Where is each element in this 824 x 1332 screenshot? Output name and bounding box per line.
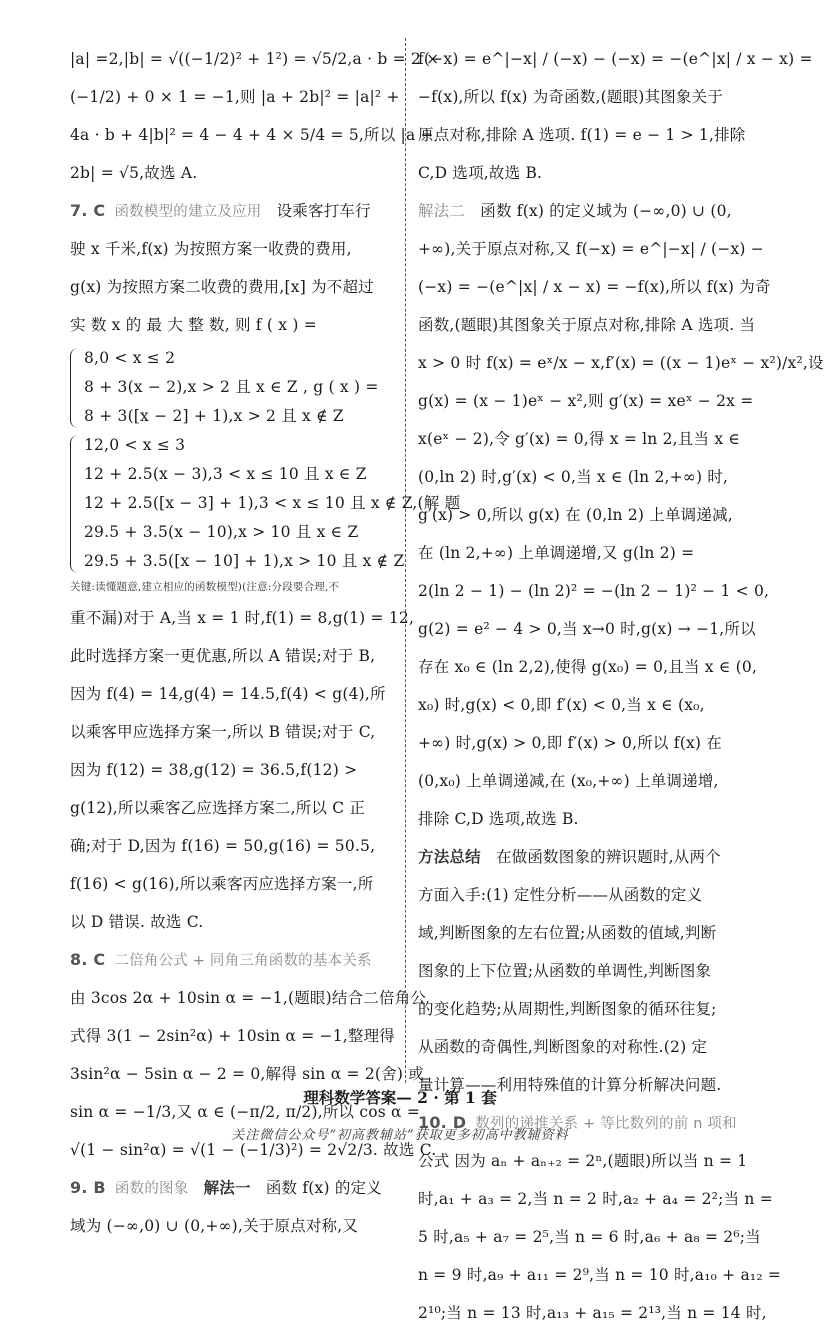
question-number: 10. D xyxy=(418,1113,467,1132)
text-line: (0,x₀) 上单调递减,在 (x₀,+∞) 上单调递增, xyxy=(418,772,719,790)
text-line: 从函数的奇偶性,判断图象的对称性.(2) 定 xyxy=(418,1038,708,1056)
text-line: −f(x),所以 f(x) 为奇函数,(题眼)其图象关于 xyxy=(418,88,724,106)
text-line: 函数 f(x) 的定义 xyxy=(265,1179,382,1197)
case-line: 12,0 < x ≤ 3 xyxy=(84,436,186,454)
text-line: |a| =2,|b| = √((−1/2)² + 1²) = √5/2,a · b = 2 × xyxy=(70,50,440,68)
text-line: (−x) = −(e^|x| / x − x) = −f(x),所以 f(x) 为奇 xyxy=(418,278,771,296)
text-line: g(x) 为按照方案二收费的费用,[x] 为不超过 xyxy=(70,278,374,296)
text-line: C,D 选项,故选 B. xyxy=(418,164,543,182)
text-line: (0,ln 2) 时,g′(x) < 0,当 x ∈ (ln 2,+∞) 时, xyxy=(418,468,729,486)
page-footer-note: 关注微信公众号“初高教辅站”获取更多初高中教辅资料 xyxy=(231,1128,569,1143)
column-divider xyxy=(405,38,406,1083)
text-line: 函数 f(x) 的定义域为 (−∞,0) ∪ (0, xyxy=(480,202,732,220)
text-line: 式得 3(1 − 2sin²α) + 10sin α = −1,整理得 xyxy=(70,1027,395,1045)
case-line: 8,0 < x ≤ 2 xyxy=(84,349,176,367)
question-8-header xyxy=(70,941,396,979)
question-9-header xyxy=(70,1169,396,1207)
question-topic: 函数模型的建立及应用 xyxy=(114,204,262,220)
text-line: 实 数 x 的 最 大 整 数, 则 f ( x ) = xyxy=(70,316,317,334)
text-line: 此时选择方案一更优惠,所以 A 错误;对于 B, xyxy=(70,647,376,665)
question-topic: 函数的图象 xyxy=(114,1181,189,1197)
case-line: 8 + 3([x − 2] + 1),x > 2 且 x ∉ Z xyxy=(84,407,344,425)
text-line: 确;对于 D,因为 f(16) = 50,g(16) = 50.5, xyxy=(70,837,376,855)
text-line: x₀) 时,g(x) < 0,即 f′(x) < 0,当 x ∈ (x₀, xyxy=(418,696,705,714)
text-line: 排除 C,D 选项,故选 B. xyxy=(418,810,579,828)
method-label: 解法一 xyxy=(203,1179,251,1197)
question-topic: 二倍角公式 + 同角三角函数的基本关系 xyxy=(114,953,372,969)
text-line: 4a · b + 4|b|² = 4 − 4 + 4 × 5/4 = 5,所以 |a + xyxy=(70,126,434,144)
summary-label: 方法总结 xyxy=(418,848,481,866)
annotation-note: 关键:读懂题意,建立相应的函数模型)(注意:分段要合理,不 xyxy=(70,581,340,593)
text-line: n = 9 时,a₉ + a₁₁ = 2⁹,当 n = 10 时,a₁₀ + a₁₂ = xyxy=(418,1266,782,1284)
question-topic: 数列的递推关系 + 等比数列的前 n 项和 xyxy=(475,1116,737,1132)
brace-icon xyxy=(70,435,78,573)
text-line: 2b| = √5,故选 A. xyxy=(70,164,198,182)
case-line: 29.5 + 3.5([x − 10] + 1),x > 10 且 x ∉ Z xyxy=(84,552,405,570)
method-2-header xyxy=(418,192,736,230)
text-line: (−1/2) + 0 × 1 = −1,则 |a + 2b|² = |a|² + xyxy=(70,88,400,106)
text-line: g(12),所以乘客乙应选择方案二,所以 C 正 xyxy=(70,799,366,817)
text-line: 由 3cos 2α + 10sin α = −1,(题眼)结合二倍角公 xyxy=(70,989,427,1007)
text-line: 的变化趋势;从周期性,判断图象的循环往复; xyxy=(418,1000,717,1018)
g-piecewise xyxy=(70,431,461,576)
case-line: 12 + 2.5([x − 3] + 1),3 < x ≤ 10 且 x ∉ Z,(解 题 xyxy=(84,494,461,512)
text-line: x > 0 时 f(x) = eˣ/x − x,f′(x) = ((x − 1)eˣ − x²)/x²,设 xyxy=(418,354,824,372)
question-number: 7. C xyxy=(70,201,106,220)
case-line: 29.5 + 3.5(x − 10),x > 10 且 x ∈ Z xyxy=(84,523,359,541)
text-line: 2¹⁰;当 n = 13 时,a₁₃ + a₁₅ = 2¹³,当 n = 14 时, xyxy=(418,1304,767,1322)
text-line: f(16) < g(16),所以乘客丙应选择方案一,所 xyxy=(70,875,374,893)
text-line: g(x) = (x − 1)eˣ − x²,则 g′(x) = xeˣ − 2x = xyxy=(418,392,754,410)
text-line: g′(x) > 0,所以 g(x) 在 (0,ln 2) 上单调递减, xyxy=(418,506,733,524)
text-line: g(2) = e² − 4 > 0,当 x→0 时,g(x) → −1,所以 xyxy=(418,620,756,638)
question-number: 9. B xyxy=(70,1178,106,1197)
text-line: +∞) 时,g(x) > 0,即 f′(x) > 0,所以 f(x) 在 xyxy=(418,734,722,752)
page-footer-title: 理科数学答案— 2 · 第 1 套 xyxy=(303,1088,497,1107)
text-line: √(1 − sin²α) = √(1 − (−1/3)²) = 2√2/3. 故选 C. xyxy=(70,1141,437,1159)
text-line: f(−x) = e^|−x| / (−x) − (−x) = −(e^|x| / x − x) = xyxy=(418,50,813,68)
text-line: 以乘客甲应选择方案一,所以 B 错误;对于 C, xyxy=(70,723,376,741)
question-number: 8. C xyxy=(70,950,106,969)
text-line: 存在 x₀ ∈ (ln 2,2),使得 g(x₀) = 0,且当 x ∈ (0, xyxy=(418,658,758,676)
text-line: 量计算——利用特殊值的计算分析解决问题. xyxy=(418,1076,722,1094)
case-line: 12 + 2.5(x − 3),3 < x ≤ 10 且 x ∈ Z xyxy=(84,465,367,483)
text-line: 因为 f(12) = 38,g(12) = 36.5,f(12) > xyxy=(70,761,358,779)
text-line: 重不漏)对于 A,当 x = 1 时,f(1) = 8,g(1) = 12, xyxy=(70,609,415,627)
text-line: 时,a₁ + a₃ = 2,当 n = 2 时,a₂ + a₄ = 2²;当 n = xyxy=(418,1190,773,1208)
text-line: 图象的上下位置;从函数的单调性,判断图象 xyxy=(418,962,712,980)
text-line: 设乘客打车行 xyxy=(276,202,371,220)
text-line: 公式 因为 aₙ + aₙ₊₂ = 2ⁿ,(题眼)所以当 n = 1 xyxy=(418,1152,748,1170)
brace-icon xyxy=(70,348,78,428)
text-line: 3sin²α − 5sin α − 2 = 0,解得 sin α = 2(舍) 或 xyxy=(70,1065,424,1083)
text-line: 域为 (−∞,0) ∪ (0,+∞),关于原点对称,又 xyxy=(70,1217,359,1235)
text-line: 在做函数图象的辨识题时,从两个 xyxy=(495,848,721,866)
text-line: 2(ln 2 − 1) − (ln 2)² = −(ln 2 − 1)² − 1 < 0, xyxy=(418,582,770,600)
text-line: 以 D 错误. 故选 C. xyxy=(70,913,204,931)
text-line: 函数,(题眼)其图象关于原点对称,排除 A 选项. 当 xyxy=(418,316,756,334)
text-line: 方面入手:(1) 定性分析——从函数的定义 xyxy=(418,886,703,904)
text-line: 域,判断图象的左右位置;从函数的值域,判断 xyxy=(418,924,717,942)
text-line: 5 时,a₅ + a₇ = 2⁵,当 n = 6 时,a₆ + a₈ = 2⁶;当 xyxy=(418,1228,761,1246)
f-piecewise xyxy=(70,344,396,431)
method-label: 解法二 xyxy=(418,202,466,220)
text-line: 在 (ln 2,+∞) 上单调递增,又 g(ln 2) = xyxy=(418,544,695,562)
question-7-header xyxy=(70,192,396,230)
text-line: x(eˣ − 2),令 g′(x) = 0,得 x = ln 2,且当 x ∈ xyxy=(418,430,741,448)
case-line: 8 + 3(x − 2),x > 2 且 x ∈ Z , g ( x ) = xyxy=(84,378,379,396)
summary-header xyxy=(418,838,736,876)
text-line: 驶 x 千米,f(x) 为按照方案一收费的费用, xyxy=(70,240,352,258)
text-line: sin α = −1/3,又 α ∈ (−π/2, π/2),所以 cos α = xyxy=(70,1103,421,1121)
text-line: 原点对称,排除 A 选项. f(1) = e − 1 > 1,排除 xyxy=(418,126,746,144)
text-line: +∞),关于原点对称,又 f(−x) = e^|−x| / (−x) − xyxy=(418,240,764,258)
text-line: 因为 f(4) = 14,g(4) = 14.5,f(4) < g(4),所 xyxy=(70,685,386,703)
